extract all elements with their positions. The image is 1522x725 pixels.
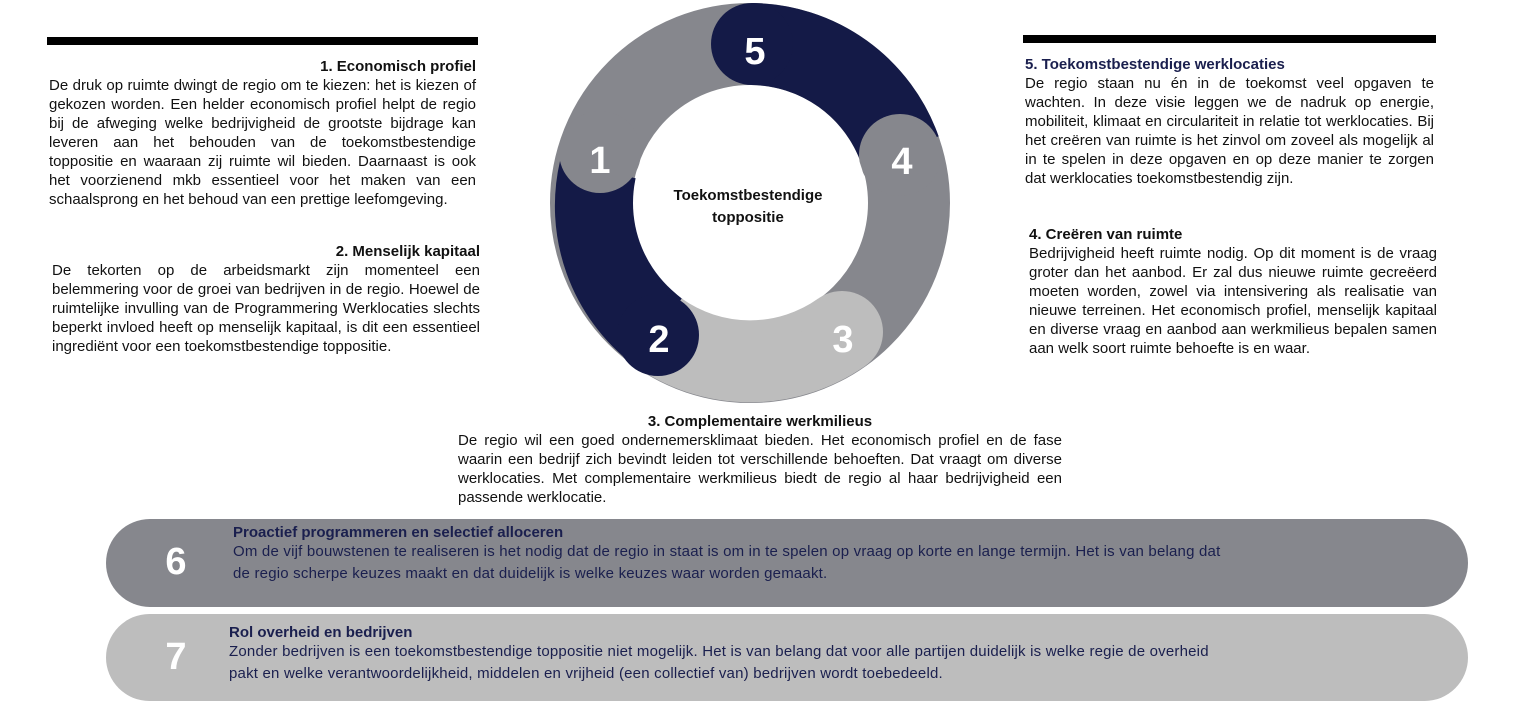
section-5-title: 5. Toekomstbestendige werklocaties (1025, 56, 1285, 73)
band-7-text (229, 641, 1389, 685)
band-7-title: Rol overheid en bedrijven (229, 624, 413, 641)
section-5 (1025, 56, 1434, 188)
center-label-line-2: toppositie (712, 209, 784, 226)
section-5-text: De regio staan nu én in de toekomst veel opgaven te wachten. In deze visie leggen we de nadruk op energie, mobiliteit, klimaat en circulariteit in relatie tot werklocaties. Bij het creëren van ruimte is het zinvol om zoveel als mogelijk al in te spelen in deze opgaven en op deze manier te zorgen dat werklocaties toekomstbestendig zijn. (1025, 75, 1434, 187)
band-7 (106, 614, 1468, 701)
band-6-line-1: Om de vijf bouwstenen te realiseren is het nodig dat de regio in staat is om in te spelen op vraag op korte en lange termijn. Het is van belang dat (233, 543, 1221, 560)
segment-number-3: 3 (832, 319, 854, 361)
section-1-title: 1. Economisch profiel (320, 58, 476, 75)
section-1 (49, 58, 476, 209)
segment-number-5: 5 (744, 31, 766, 73)
section-4 (1029, 226, 1437, 358)
band-6 (106, 519, 1468, 607)
segment-number-1: 1 (589, 140, 611, 182)
section-2-text: De tekorten op de arbeidsmarkt zijn momenteel een belemmering voor de groei van bedrijven in de regio. Hoewel de ruimtelijke invulling van de Programmering Werklocaties slechts beperkt invloed heeft op menselijk kapitaal, is dit een essentieel ingrediënt voor een toekomstbestendige toppositie. (52, 262, 480, 355)
section-3-text: De regio wil een goed ondernemersklimaat bieden. Het economisch profiel en de fase waarin een bedrijf zich bevindt leiden tot verschillende behoeften. Dat vraagt om diverse werklocaties. Met complementaire werkmilieus biedt de regio al haar bedrijvigheid een passende werklocatie. (458, 432, 1062, 506)
cycle-diagram (548, 0, 952, 404)
center-label-line-1: Toekomstbestendige (673, 187, 823, 204)
right-top-rule (1023, 35, 1436, 43)
section-4-text: Bedrijvigheid heeft ruimte nodig. Op dit moment is de vraag groter dan het aanbod. Er zal dus nieuwe ruimte gecreëerd moeten worden, zowel via intensivering als realisatie van nieuwe terreinen. Het economisch profiel, menselijk kapitaal en diverse vraag en aanbod aan werkmilieus bepalen samen aan welk soort ruimte behoefte is en waar. (1029, 245, 1437, 357)
band-7-line-2: pakt en welke verantwoordelijkheid, middelen en vrijheid (een collectief van) bedrijven wordt toebedeeld. (229, 665, 943, 682)
band-7-line-1: Zonder bedrijven is een toekomstbestendige toppositie niet mogelijk. Het is van belang dat voor alle partijen duidelijk is welke regie de overheid (229, 643, 1209, 660)
band-6-line-2: de regio scherpe keuzes maakt en dat duidelijk is welke keuzes waar worden gemaakt. (233, 565, 828, 582)
section-4-title: 4. Creëren van ruimte (1029, 226, 1183, 243)
band-7-number: 7 (165, 636, 187, 678)
left-top-rule (47, 37, 478, 45)
band-6-title: Proactief programmeren en selectief alloceren (233, 524, 564, 541)
segment-number-4: 4 (891, 141, 913, 183)
section-3 (458, 413, 1062, 507)
section-1-text: De druk op ruimte dwingt de regio om te kiezen: het is kiezen of gekozen worden. Een helder economisch profiel helpt de regio bij de afweging welke bedrijvigheid de grootste bijdrage kan leveren aan het behouden van de toekomstbestendige toppositie en waaraan zij ruimte wil bieden. Daarnaast is ook het voorzienend mkb essentieel voor het maken van een schaalsprong en het behoud van een prettige leefomgeving. (49, 77, 476, 208)
band-6-text (233, 541, 1393, 585)
section-2 (52, 243, 480, 356)
band-6-number: 6 (165, 541, 187, 583)
section-2-title: 2. Menselijk kapitaal (335, 243, 480, 260)
segment-number-2: 2 (648, 319, 670, 361)
section-3-title: 3. Complementaire werkmilieus (647, 413, 873, 430)
